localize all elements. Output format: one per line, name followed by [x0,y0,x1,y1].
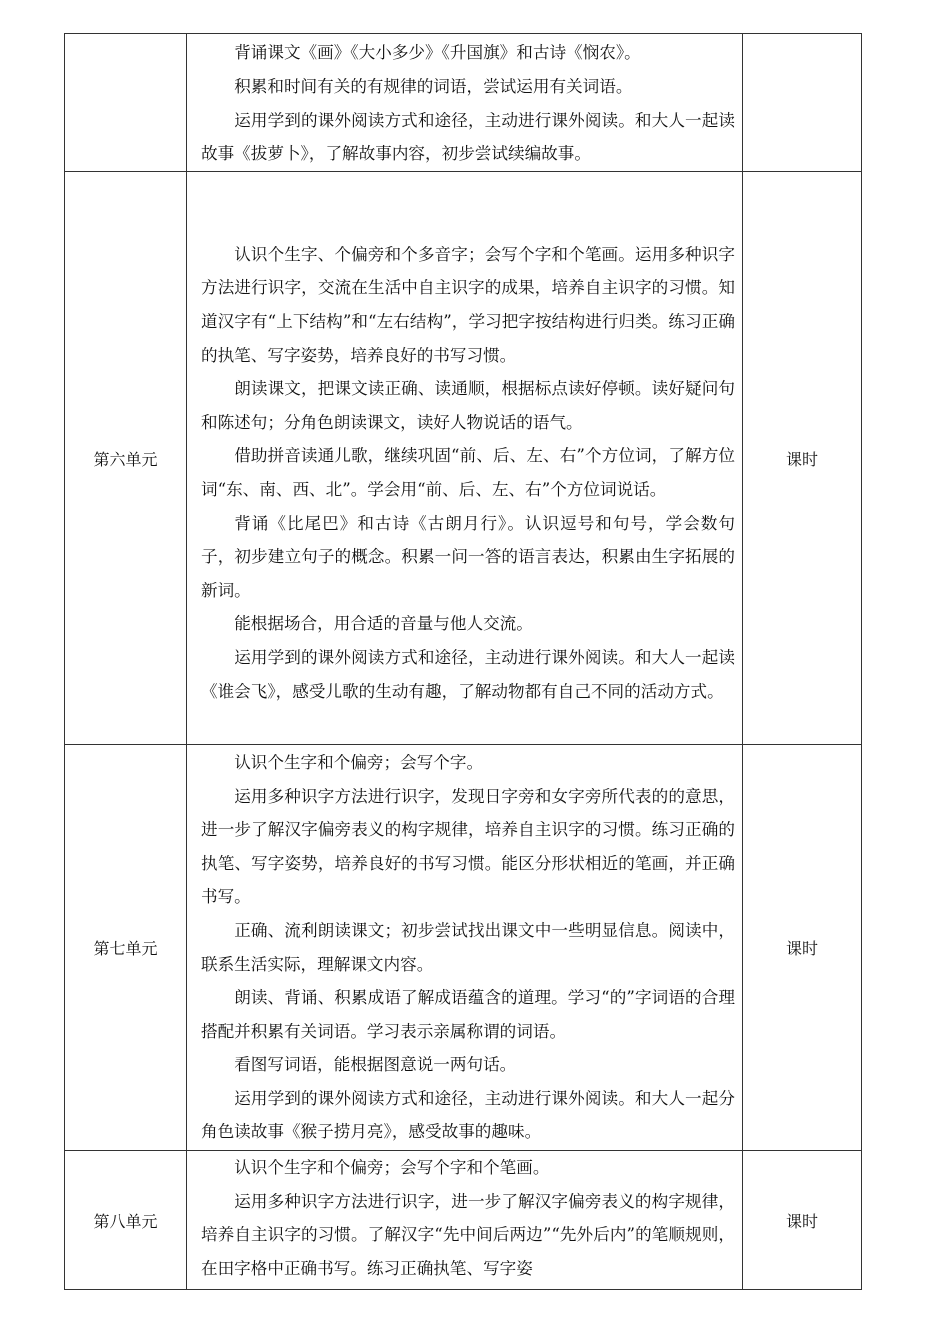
goal-paragraph: 运用多种识字方法进行识字，进一步了解汉字偏旁表义的构字规律，培养自主识字的习惯。了解汉字“先中间后两边”“先外后内”的笔顺规则，在田字格中正确书写。练习正确执笔、写字姿 [201,1191,735,1278]
goal-paragraph: 运用学到的课外阅读方式和途径，主动进行课外阅读。和大人一起读《谁会飞》，感受儿歌的生动有趣，了解动物都有自己不同的活动方式。 [201,647,735,701]
unit-goals-cell [187,172,743,745]
goals-content [187,746,742,1149]
goal-paragraph: 朗读课文，把课文读正确、读通顺，根据标点读好停顿。读好疑问句和陈述句；分角色朗读课文，读好人物说话的语气。 [201,379,735,432]
table-row [65,172,862,745]
goal-paragraph: 认识个生字和个偏旁；会写个字。 [234,752,484,772]
goals-content [187,208,742,708]
class-hours-cell: 课时 [743,172,862,745]
unit-plan-table [64,33,862,1290]
unit-goals-cell [187,34,743,172]
class-hours-cell: 课时 [743,745,862,1151]
table-row [65,34,862,172]
goal-paragraph: 背诵《比尾巴》和古诗《古朗月行》。认识逗号和句号，学会数句子，初步建立句子的概念。积累一问一答的语言表达，积累由生字拓展的新词。 [201,513,735,600]
unit-name-cell: 第八单元 [65,1151,187,1290]
goal-paragraph: 运用学到的课外阅读方式和途径，主动进行课外阅读。和大人一起读故事《拔萝卜》，了解故事内容，初步尝试续编故事。 [201,110,735,164]
goal-paragraph: 背诵课文《画》《大小多少》《升国旗》和古诗《悯农》。 [234,43,641,63]
goal-paragraph: 朗读、背诵、积累成语了解成语蕴含的道理。学习“的”字词语的合理搭配并积累有关词语。学习表示亲属称谓的词语。 [201,988,735,1041]
goal-paragraph: 运用多种识字方法进行识字，发现日字旁和女字旁所代表的的意思，进一步了解汉字偏旁表义的构字规律，培养自主识字的习惯。练习正确的执笔、写字姿势，培养良好的书写习惯。能区分形状相近的笔画，并正确书写。 [201,786,735,907]
table-row [65,745,862,1151]
goal-paragraph: 能根据场合，用合适的音量与他人交流。 [234,614,533,634]
goal-paragraph: 积累和时间有关的有规律的词语，尝试运用有关词语。 [234,76,633,96]
goal-paragraph: 借助拼音读通儿歌，继续巩固“前、后、左、右”个方位词，了解方位词“东、南、西、北”。学会用“前、后、左、右”个方位词说话。 [201,446,735,499]
goal-paragraph: 正确、流利朗读课文；初步尝试找出课文中一些明显信息。阅读中，联系生活实际，理解课文内容。 [201,920,735,974]
class-hours-cell [743,34,862,172]
unit-name-cell: 第七单元 [65,745,187,1151]
goal-paragraph: 看图写词语，能根据图意说一两句话。 [234,1055,517,1075]
goals-content [187,34,742,170]
goal-paragraph: 认识个生字和个偏旁；会写个字和个笔画。 [234,1158,550,1177]
table-row [65,1151,862,1290]
unit-name-cell [65,34,187,172]
goal-paragraph: 认识个生字、个偏旁和个多音字；会写个字和个笔画。运用多种识字方法进行识字，交流在生活中自主识字的成果，培养自主识字的习惯。知道汉字有“上下结构”和“左右结构”，学习把字按结构进行归类。练习正确的执笔、写字姿势，培养良好的书写习惯。 [201,244,735,365]
goals-content [187,1151,742,1289]
unit-goals-cell [187,1151,743,1290]
unit-name-cell: 第六单元 [65,172,187,745]
goal-paragraph: 运用学到的课外阅读方式和途径，主动进行课外阅读。和大人一起分角色读故事《猴子捞月亮》，感受故事的趣味。 [201,1088,735,1142]
unit-goals-cell [187,745,743,1151]
class-hours-cell: 课时 [743,1151,862,1290]
